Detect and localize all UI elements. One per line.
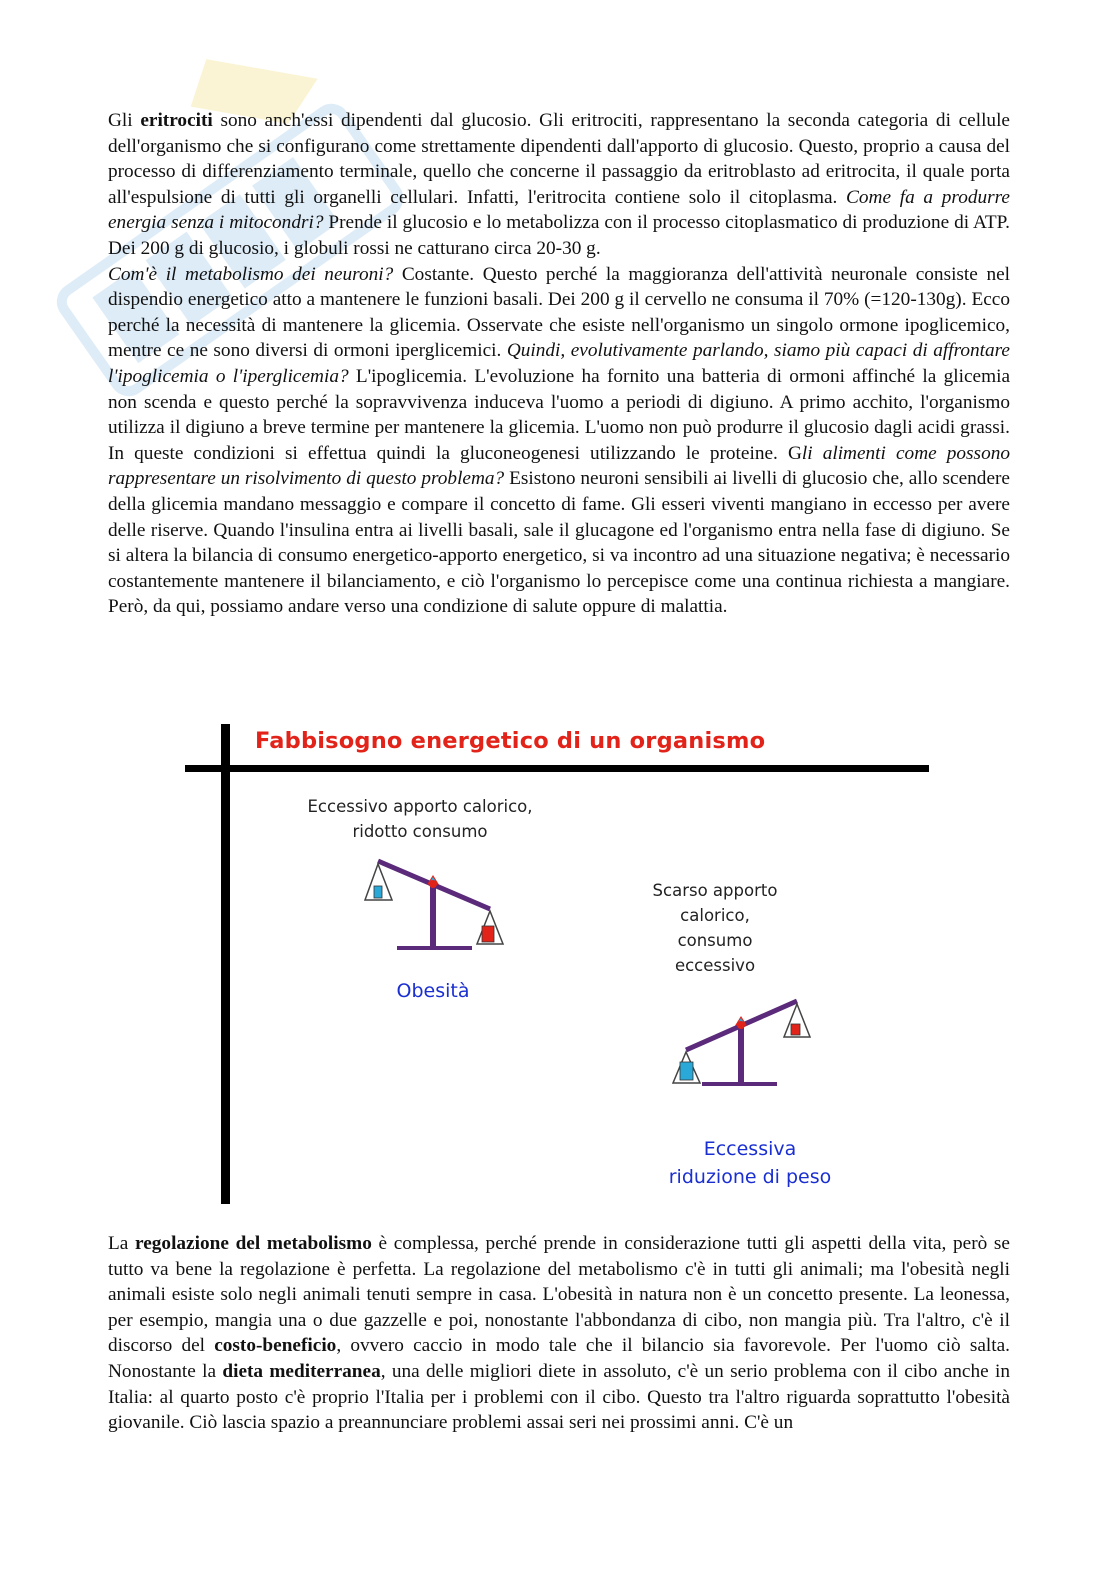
paragraph1-run: Gli [108,110,141,131]
paragraph2-run: Esistono neuroni sensibili ai livelli di glucosio che, allo scendere della glicemia mandano messaggio e compare il concetto di fame. Gli esseri viventi mangiano in eccesso per avere delle riserve. Quando l'insulina entra ai livelli basali, sale il glucagone ed l'organismo entra nella fase di digiuno. Se si altera la bilancia di consumo energetico-apporto energetico, si va incontro ad una situazione negativa; è necessario costantemente mantenere il bilanciamento, e ciò l'organismo lo percepisce come una continua richiesta a mangiare. Però, da qui, possiamo andare verso una condizione di salute oppure di malattia. [108,468,1010,618]
left-caption-line: ridotto consumo [352,822,488,841]
figure-title: Fabbisogno energetico di un organismo [255,728,766,754]
text-block-top [108,108,1010,620]
left-caption-line: Eccessivo apporto calorico, [307,797,533,816]
figure-horizontal-axis [185,765,929,772]
right-caption-line: calorico, [680,906,750,925]
paragraph2-run: Com'è il metabolismo dei neuroni? [108,263,394,285]
paragraph1-run: Come fa a produrre energia senza i mitocondri? [108,186,1010,234]
paragraph2-run: L'ipoglicemia. L'evoluzione ha fornito una batteria di ormoni affinché la glicemia non scenda e questo perché la sopravvivenza induceva l'uomo a periodi di digiuno. A primo acchito, l'organismo utilizza il digiuno a breve termine per mantenere la glicemia. L'uomo non può produrre il glucosio dagli acidi grassi. In queste condizioni si effettua quindi la gluconeogenesi utilizzando le proteine. G [108,365,1011,464]
left-caption [285,794,555,844]
paragraph2-run: Quindi, evolutivamente parlando, siamo più capaci di affrontare l'ipoglicemia o l'iperglicemia? [108,340,1010,387]
right-caption-line: consumo [677,931,753,950]
right-balance-scale-icon [673,1001,810,1086]
paragraph3-run: costo-beneficio [214,1335,337,1357]
paragraph2-run: li alimenti come possono rappresentare un risolvimento di questo problema? [108,442,1010,490]
figure-vertical-axis [221,724,230,1204]
weight-loss-label-line: riduzione di peso [668,1166,832,1188]
weight-loss-label-line: Eccessiva [703,1138,797,1160]
paragraph-erythrocytes [108,108,1010,262]
paragraph3-run: , ovvero caccio in modo tale che il bilancio sia favorevole. Per l'uomo ciò salta. Nonostante la [108,1335,1010,1382]
paragraph2-run: Costante. Questo perché la maggioranza dell'attività neuronale consiste nel dispendio energetico atto a mantenere le funzioni basali. Dei 200 g il cervello ne consuma il 70% (=120-130g). Ecco perché la necessità di mantenere la glicemia. Osservate che esiste nell'organismo un singolo ormone ipoglicemico, mentre ce ne sono diversi di ormoni iperglicemici. [108,263,1010,362]
paragraph3-run: , una delle migliori diete in assoluto, c'è un serio problema con il cibo anche in Italia: al quarto posto c'è proprio l'Italia per i problemi con il cibo. Questo tra l'altro riguarda soprattutto l'obesità giovanile. Ciò lascia spazio a preannunciare problemi assai seri nei prossimi anni. C'è un [108,1360,1010,1434]
paragraph1-run: eritrociti [140,110,213,131]
paragraph-neurons [108,262,1010,620]
right-caption-line: eccessivo [674,956,756,975]
paragraph1-run: Prende il glucosio e lo metabolizza con il processo citoplasmatico di produzione di ATP. Dei 200 g di glucosio, i globuli rossi ne catturano circa 20-30 g. [108,212,1010,259]
paragraph-metabolism-regulation [108,1231,1010,1436]
paragraph3-run: regolazione del metabolismo [135,1233,372,1254]
right-caption [630,878,800,978]
right-caption-line: Scarso apporto [652,881,778,900]
energy-balance-figure [185,724,930,1210]
text-block-bottom [108,1231,1010,1436]
paragraph3-run: è complessa, perché prende in considerazione tutti gli aspetti della vita, però se tutto va bene la regolazione è perfetta. La regolazione del metabolismo c'è in tutti gli animali; ma l'obesità negli animali esiste solo negli animali tenuti sempre in casa. L'obesità in natura non è un concetto presente. La leonessa, per esempio, mangia una o due gazzelle e poi, nonostante l'abbondanza di cibo, non mangia più. Tra l'altro, c'è il discorso del [108,1233,1010,1357]
left-balance-scale-icon [365,861,503,950]
paragraph1-run: sono anch'essi dipendenti dal glucosio. Gli eritrociti, rappresentano la seconda categoria di cellule dell'organismo che si configurano come strettamente dipendenti dall'apporto di glucosio. Questo, proprio a causa del processo di differenziamento terminale, quello che concerne il passaggio da eritroblasto ad eritrocita, il quale porta all'espulsione di tutti gli organelli cellulari. Infatti, l'eritrocita contiene solo il citoplasma. [108,110,1010,208]
obesity-label: Obesità [396,980,470,1002]
weight-loss-label [645,1135,855,1191]
paragraph3-run: La [108,1233,136,1254]
paragraph3-run: dieta mediterranea [222,1360,381,1382]
